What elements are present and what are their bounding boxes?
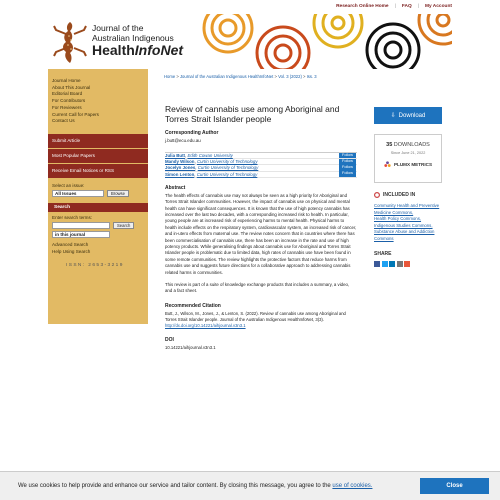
- breadcrumb-journal[interactable]: Journal of the Australian Indigenous HealthInfoNet: [179, 74, 274, 79]
- abstract-heading: Abstract: [165, 184, 186, 191]
- breadcrumb-separator: >: [176, 74, 180, 79]
- submit-article-link[interactable]: Submit Article: [48, 134, 148, 148]
- help-search-link[interactable]: Help Using Search: [52, 248, 91, 254]
- author-row: Jocelyn Jones, Curtin University of Technology Follow: [165, 165, 357, 171]
- corresponding-author-label: Corresponding Author: [165, 130, 219, 136]
- included-link[interactable]: Substance Abuse and Addiction Commons: [374, 229, 435, 241]
- author-name[interactable]: Jocelyn Jones: [165, 165, 196, 171]
- scope-row: [52, 231, 144, 238]
- nav-faq[interactable]: FAQ: [401, 4, 412, 9]
- download-stats: [374, 134, 442, 183]
- logo-health: Health: [92, 42, 135, 58]
- nav-separator: |: [417, 4, 419, 9]
- article-sidebar: [374, 107, 442, 267]
- journal-banner[interactable]: [48, 14, 452, 69]
- journal-logo-text: [92, 24, 183, 58]
- article-main: [165, 104, 357, 352]
- download-button[interactable]: [374, 107, 442, 124]
- follow-button[interactable]: Follow: [339, 159, 356, 165]
- author-name[interactable]: Simon Lenton: [165, 171, 195, 177]
- cookie-banner: [0, 471, 500, 500]
- author-name[interactable]: Mandy Wilson: [165, 159, 195, 165]
- plumx-label: PLUMX METRICS: [393, 162, 433, 167]
- download-label: Download: [398, 112, 426, 119]
- follow-button[interactable]: Follow: [339, 171, 356, 177]
- included-link[interactable]: Indigenous Studies Commons,: [374, 222, 433, 228]
- lizard-logo-icon: [50, 18, 90, 66]
- share-heading: SHARE: [374, 251, 392, 257]
- sidebar-link-editorial-board[interactable]: Editorial Board: [52, 91, 83, 97]
- breadcrumb-separator: >: [303, 74, 307, 79]
- article-title: Review of cannabis use among Aboriginal and Torres Strait Islander people: [165, 104, 340, 124]
- search-input[interactable]: [52, 222, 110, 229]
- logo-line-3: [92, 43, 183, 58]
- more-share-icon[interactable]: [404, 261, 410, 267]
- citation-heading: Recommended Citation: [165, 302, 221, 309]
- linkedin-icon[interactable]: [389, 261, 395, 267]
- search-label: Enter search terms:: [52, 214, 93, 220]
- facebook-icon[interactable]: [374, 261, 380, 267]
- search-scope-select[interactable]: in this journal: [52, 231, 110, 238]
- twitter-icon[interactable]: [382, 261, 388, 267]
- cookie-policy-link[interactable]: use of cookies.: [332, 483, 373, 489]
- issue-row: [52, 190, 144, 197]
- follow-button[interactable]: Follow: [339, 165, 356, 171]
- doi-heading: DOI: [165, 337, 174, 344]
- author-row: Simon Lenton, Curtin University of Technology Follow: [165, 172, 357, 178]
- download-icon: ⇩: [390, 113, 396, 119]
- most-popular-link[interactable]: Most Popular Papers: [48, 149, 148, 163]
- download-count-number: 35: [386, 142, 393, 148]
- download-count-label: DOWNLOADS: [393, 142, 430, 148]
- sidebar-link-about[interactable]: About This Journal: [52, 84, 91, 90]
- search-heading: Search: [48, 203, 148, 212]
- top-links: [336, 4, 452, 9]
- breadcrumb-separator: >: [274, 74, 279, 79]
- breadcrumb-home[interactable]: Home: [164, 74, 176, 79]
- issn-text: ISSN: 2653-3219: [66, 262, 124, 268]
- sidebar-links: [48, 69, 148, 125]
- doi-value: 10.14221/aihjournal.v3n3.1: [165, 345, 216, 351]
- nav-separator: |: [394, 4, 396, 9]
- citation-link[interactable]: http://dx.doi.org/10.14221/aihjournal.v3n3.1: [165, 323, 246, 329]
- sidebar-link-contact[interactable]: Contact Us: [52, 118, 75, 124]
- author-row: Mandy Wilson, Curtin University of Technology Follow: [165, 159, 357, 165]
- download-count: [375, 142, 441, 148]
- abstract-note: This review is part of a suite of knowledge exchange products that includes a summary, a video, and a fact sheet.: [165, 282, 350, 294]
- share-icons: [374, 261, 442, 267]
- follow-button[interactable]: Follow: [339, 153, 356, 159]
- sidebar-link-call-for-papers[interactable]: Current Call for Papers: [52, 111, 99, 117]
- issue-selector: [48, 178, 148, 197]
- citation-text: Butt, J., Wilson, M., Jones, J., & Lenton, S. (2022). Review of cannabis use among Aboriginal and Torres Strait Islander people. Journal of the Australian Indigenous HealthInfoNet, 3(3).: [165, 310, 346, 323]
- logo-line-1: Journal of the: [92, 23, 144, 33]
- sidebar-link-journal-home[interactable]: Journal Home: [52, 78, 81, 83]
- sidebar: [48, 69, 148, 324]
- author-affiliation[interactable]: Edith Cowan University: [187, 153, 233, 159]
- issue-label: Select an issue:: [52, 182, 85, 188]
- advanced-search-link[interactable]: Advanced Search: [52, 241, 89, 247]
- included-in-label: INCLUDED IN: [383, 192, 416, 198]
- search-row: [52, 222, 144, 229]
- plumx-icon: [384, 161, 391, 168]
- email-share-icon[interactable]: [397, 261, 403, 267]
- breadcrumb: [164, 74, 317, 79]
- author-name[interactable]: Julia Butt: [165, 153, 186, 159]
- author-affiliation[interactable]: Curtin University of Technology: [196, 171, 258, 177]
- browse-button[interactable]: Browse: [107, 190, 129, 197]
- email-rss-link[interactable]: Receive Email Notices or RSS: [48, 164, 148, 178]
- author-row: Julia Butt, Edith Cowan University Follow: [165, 153, 357, 159]
- cookie-message: [18, 483, 372, 489]
- cookie-close-button[interactable]: Close: [420, 478, 489, 494]
- citation: [165, 311, 357, 330]
- author-list: [165, 152, 357, 178]
- included-in-heading: [374, 192, 442, 198]
- included-icon: [374, 192, 380, 198]
- dot-painting-decoration-icon: [198, 14, 452, 69]
- included-in-list: [374, 203, 442, 242]
- author-affiliation[interactable]: Curtin University of Technology: [197, 165, 259, 171]
- search-box: [48, 212, 148, 254]
- abstract-text: The health effects of cannabis use may not always be seen as a high priority for Aboriginal and Torres Strait Islander communities. However, the impact of cannabis use on physical and mental health can have significant consequences. It is known that the use of high potency cannabis has increased over the last two decades, with a corresponding increased risk to health. In particular, young people are at increased risk of experiencing harms to mental health. Physical harms to health include effects on the respiratory system, cardiovascular system, an increased risk of cancer, and in-utero effects from maternal use. The review notes concern that in countries where there has been commercialisation of cannabis use, there has been an increase in the rate and use of high potency products. While generalising findings about cannabis use for Aboriginal and Torres Strait Islander people is problematic due to limited data, high rates of cannabis use have been found in some remote communities. The review highlights the protective factors that reduce harms from cannabis use and suggests future directions for a collaborative approach to addressing cannabis related harms in communities.: [165, 192, 357, 275]
- logo-line-2: Australian Indigenous: [92, 32, 174, 43]
- logo-infonet: InfoNet: [134, 42, 184, 58]
- cookie-text: We use cookies to help provide and enhance our service and tailor content. By closing this message, you agree to the: [18, 483, 331, 489]
- sidebar-link-reviewers[interactable]: For Reviewers: [52, 104, 82, 110]
- author-affiliation[interactable]: Curtin University of Technology: [196, 159, 258, 165]
- nav-research-online-home[interactable]: Research Online Home: [336, 4, 389, 9]
- breadcrumb-issue[interactable]: Iss. 3: [306, 74, 317, 79]
- top-navigation: [0, 0, 500, 14]
- sidebar-link-contributors[interactable]: For Contributors: [52, 98, 86, 104]
- plumx-metrics-link[interactable]: [375, 161, 441, 168]
- downloads-since: Since June 21, 2022: [390, 151, 426, 155]
- search-button[interactable]: Search: [113, 222, 134, 229]
- breadcrumb-volume[interactable]: Vol. 3 (2022): [278, 74, 302, 79]
- corresponding-email: j.butt@ecu.edu.au: [165, 138, 201, 143]
- included-link[interactable]: Health Policy Commons,: [374, 216, 422, 221]
- issue-select[interactable]: All Issues: [52, 190, 104, 197]
- included-link[interactable]: Community Health and Preventive Medicine Commons,: [374, 203, 440, 215]
- nav-my-account[interactable]: My Account: [424, 4, 452, 9]
